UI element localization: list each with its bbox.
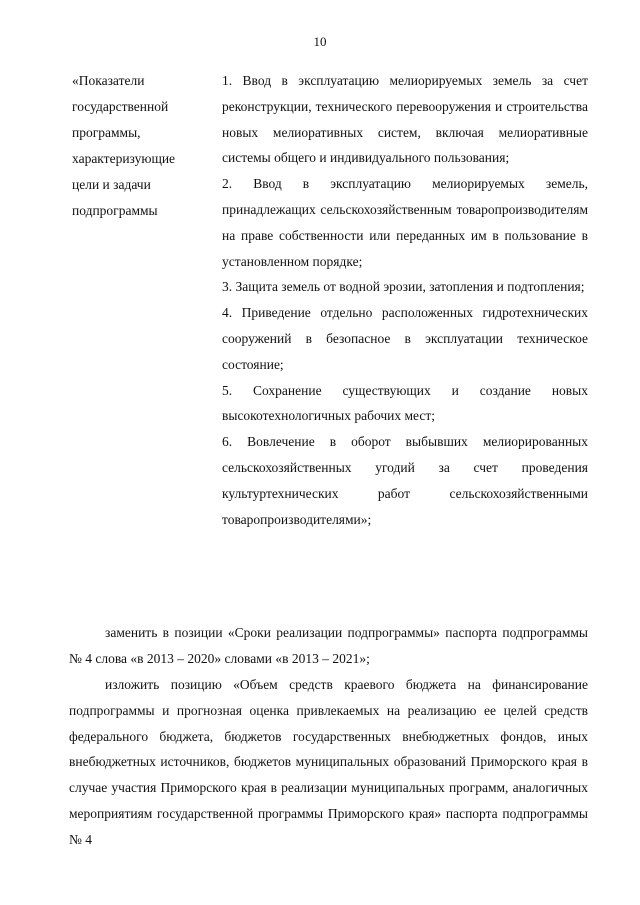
- indicator-item: 2. Ввод в эксплуатацию мелиорируемых земель, принадлежащих сельскохозяйственным товаропроизводителям на праве собственности или переданных им в пользование в установленном порядке;: [222, 176, 588, 269]
- indicator-item: 6. Вовлечение в оборот выбывших мелиорированных сельскохозяйственных угодий за счет проведения культуртехнических работ сельскохозяйственными товаропроизводителями»;: [222, 434, 588, 527]
- indicator-item: 1. Ввод в эксплуатацию мелиорируемых земель за счет реконструкции, технического перевооружения и строительства новых мелиоративных систем, включая мелиоративные системы общего и индивидуального пользования;: [222, 73, 588, 166]
- amendment-text: заменить в позиции «Сроки реализации подпрограммы» паспорта подпрограммы № 4 слова «в 2013 – 2020» словами «в 2013 – 2021»;: [69, 625, 588, 666]
- table-left-column: [72, 68, 212, 224]
- indicator-item: 4. Приведение отдельно расположенных гидротехнических сооружений в безопасное в эксплуатации техническое состояние;: [222, 305, 588, 372]
- left-column-line: государственной: [72, 99, 169, 114]
- left-column-line: характеризующие: [72, 151, 176, 166]
- left-column-line: цели и задачи: [72, 177, 151, 192]
- amendment-paragraph: [69, 620, 588, 672]
- left-column-line: «Показатели: [72, 73, 145, 88]
- indicator-item: 5. Сохранение существующих и создание новых высокотехнологичных рабочих мест;: [222, 382, 588, 424]
- page-number: 10: [313, 34, 327, 49]
- amendment-paragraph: [69, 672, 588, 853]
- table-right-column: [222, 68, 588, 532]
- left-column-line: программы,: [72, 125, 141, 140]
- left-column-line: подпрограммы: [72, 203, 158, 218]
- amendment-text: изложить позицию «Объем средств краевого бюджета на финансирование подпрограммы и прогнозная оценка привлекаемых на реализацию ее целей средств федерального бюджета, бюджетов государственных внебюджетных фондов, иных внебюджетных источников, бюджетов муниципальных образований Приморского края в случае участия Приморского края в реализации муниципальных программ, аналогичных мероприятиям государственной программы Приморского края» паспорта подпрограммы № 4: [69, 677, 588, 847]
- indicator-item: 3. Защита земель от водной эрозии, затопления и подтопления;: [222, 279, 585, 295]
